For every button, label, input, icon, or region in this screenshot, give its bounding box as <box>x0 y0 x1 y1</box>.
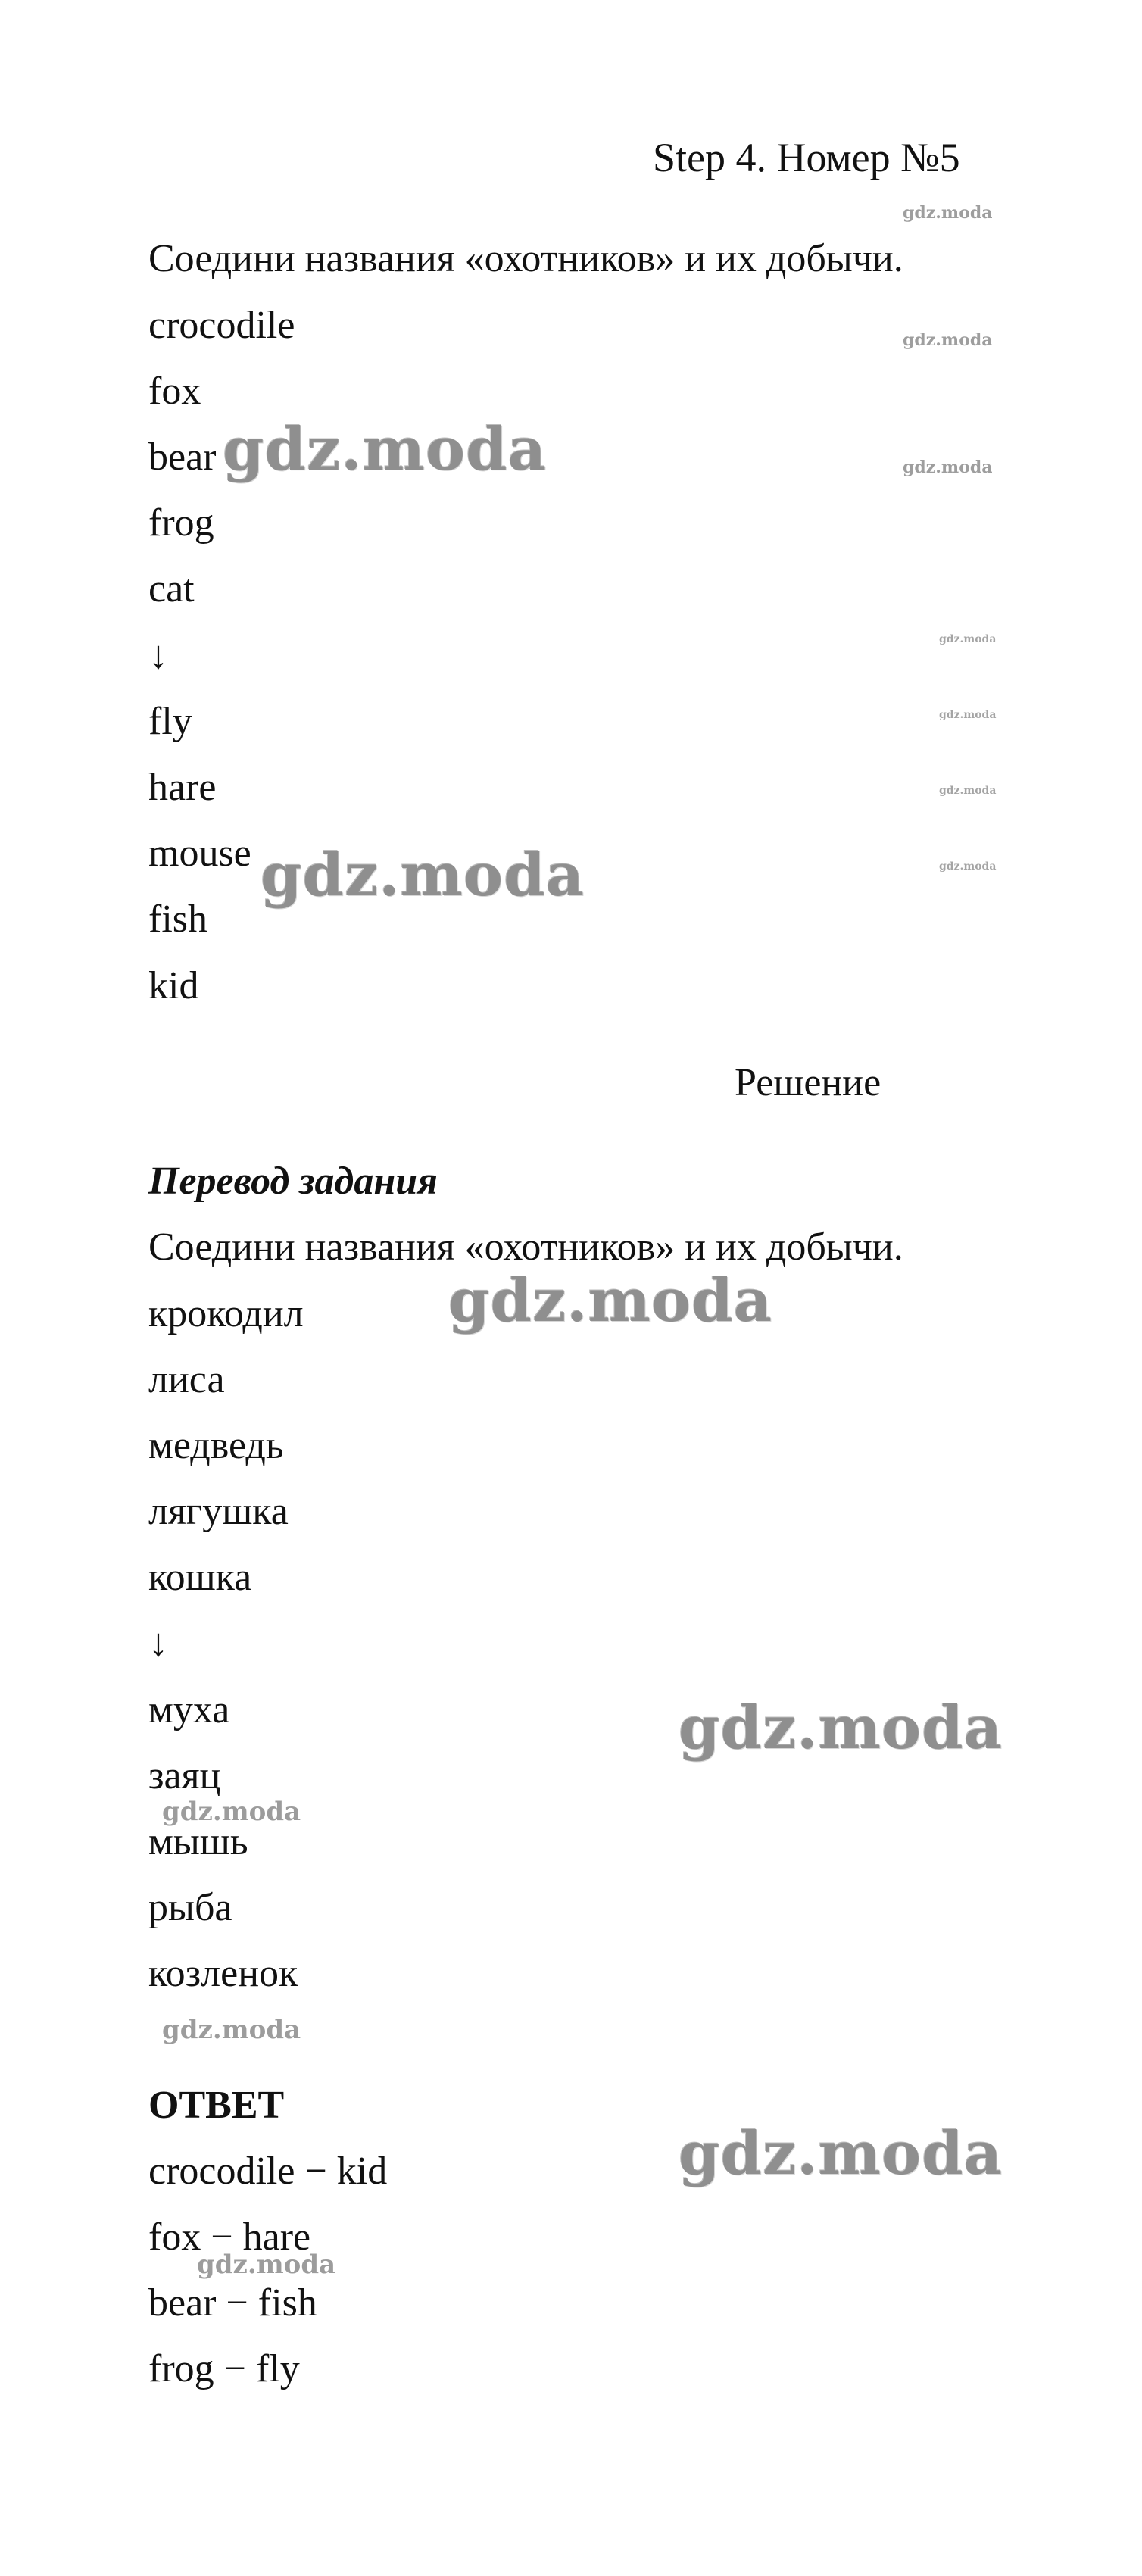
prey-item-ru: рыба <box>148 1886 232 1929</box>
watermark: gdz.moda <box>939 633 997 645</box>
hunter-item: frog <box>148 501 214 545</box>
hunter-item-ru: кошка <box>148 1556 252 1599</box>
answer-pair: crocodile − kid <box>148 2150 388 2193</box>
arrow-down-icon: ↓ <box>148 1622 168 1665</box>
hunter-item: cat <box>148 567 195 610</box>
watermark: gdz.moda <box>162 2015 301 2045</box>
prey-item-ru: мышь <box>148 1820 248 1863</box>
prey-item: fly <box>148 700 192 743</box>
hunter-item-ru: крокодил <box>148 1292 304 1335</box>
hunter-item-ru: лягушка <box>148 1490 289 1533</box>
hunter-item-ru: лиса <box>148 1358 225 1401</box>
prey-item-ru: заяц <box>148 1754 221 1797</box>
answer-pair: fox − hare <box>148 2215 311 2259</box>
prey-item: kid <box>148 964 199 1007</box>
task-instruction: Соедини названия «охотников» и их добычи. <box>148 237 903 280</box>
answer-heading: ОТВЕТ <box>148 2084 285 2127</box>
hunter-item-ru: медведь <box>148 1424 284 1467</box>
watermark: gdz.moda <box>223 415 548 484</box>
watermark: gdz.moda <box>903 457 993 477</box>
prey-item-ru: козленок <box>148 1952 298 1995</box>
watermark: gdz.moda <box>261 841 585 910</box>
watermark: gdz.moda <box>679 2119 1003 2188</box>
prey-item: fish <box>148 898 207 941</box>
watermark: gdz.moda <box>448 1266 773 1335</box>
answer-pair: bear − fish <box>148 2281 317 2325</box>
watermark: gdz.moda <box>939 785 997 797</box>
watermark: gdz.moda <box>903 203 993 223</box>
hunter-item: fox <box>148 370 201 413</box>
hunter-item: crocodile <box>148 304 295 347</box>
watermark: gdz.moda <box>679 1694 1003 1763</box>
answer-pair: frog − fly <box>148 2347 300 2390</box>
watermark: gdz.moda <box>197 2250 336 2280</box>
solution-label: Решение <box>735 1061 881 1104</box>
translation-instruction: Соедини названия «охотников» и их добычи. <box>148 1226 903 1269</box>
watermark: gdz.moda <box>903 330 993 350</box>
arrow-down-icon: ↓ <box>148 634 168 677</box>
watermark: gdz.moda <box>162 1797 301 1827</box>
watermark: gdz.moda <box>939 860 997 873</box>
prey-item-ru: муха <box>148 1688 230 1731</box>
translation-heading: Перевод задания <box>148 1160 438 1203</box>
prey-item: hare <box>148 766 217 809</box>
prey-item: mouse <box>148 832 251 875</box>
watermark: gdz.moda <box>939 709 997 721</box>
page-title: Step 4. Номер №5 <box>653 135 960 180</box>
hunter-item: bear <box>148 436 217 479</box>
